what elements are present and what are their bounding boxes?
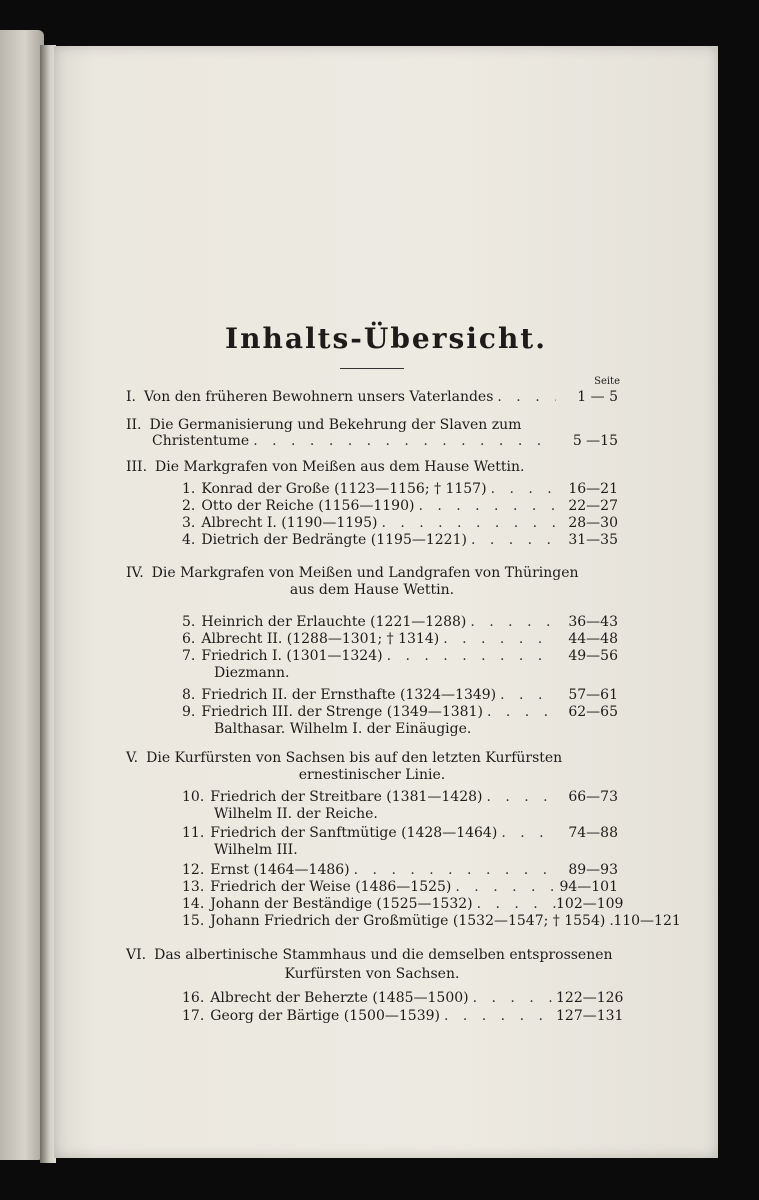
toc-section-5: V. Die Kurfürsten von Sachsen bis auf den letzten Kurfürsten bbox=[126, 750, 563, 766]
toc-section-3: III. Die Markgrafen von Meißen aus dem Hause Wettin. bbox=[126, 459, 525, 475]
toc-entry-6: 6. Albrecht II. (1288—1301; † 1314) . . . 44—48 bbox=[182, 630, 618, 648]
toc-entry-10-note: Wilhelm II. der Reiche. bbox=[214, 806, 378, 822]
toc-entry-11: 11. Friedrich der Sanftmütige (1428—1464) . . . 74—88 bbox=[182, 824, 618, 842]
toc-entry-5: 5. Heinrich der Erlauchte (1221—1288) . . . 36—43 bbox=[182, 613, 618, 631]
toc-section-2: II. Die Germanisierung und Bekehrung der Slaven zum bbox=[126, 417, 522, 433]
toc-section-6: VI. Das albertinische Stammhaus und die demselben entsprossenen bbox=[126, 947, 613, 963]
toc-entry-15: 15. Johann Friedrich der Großmütige (1532—1547; † 1554) . . . 110—121 bbox=[182, 912, 618, 930]
toc-section-4-cont: aus dem Hause Wettin. bbox=[289, 582, 455, 598]
toc-entry-7-note: Diezmann. bbox=[214, 665, 290, 681]
page-title: Inhalts-Übersicht. bbox=[225, 322, 547, 355]
toc-section-4: IV. Die Markgrafen von Meißen und Landgrafen von Thüringen bbox=[126, 565, 579, 581]
toc-entry-8: 8. Friedrich II. der Ernsthafte (1324—1349) . . . 57—61 bbox=[182, 686, 618, 704]
title-rule bbox=[340, 368, 404, 369]
toc-section-6-cont: Kurfürsten von Sachsen. bbox=[284, 966, 460, 982]
toc-entry-10: 10. Friedrich der Streitbare (1381—1428) . . . 66—73 bbox=[182, 788, 618, 806]
toc-entry-1: 1. Konrad der Große (1123—1156; † 1157) . . . 16—21 bbox=[182, 480, 618, 498]
toc-entry-4: 4. Dietrich der Bedrängte (1195—1221) . . . 31—35 bbox=[182, 531, 618, 549]
book-page bbox=[54, 46, 718, 1158]
toc-entry-12: 12. Ernst (1464—1486) . . . 89—93 bbox=[182, 861, 618, 879]
left-page-edge bbox=[0, 30, 44, 1160]
toc-entry-11-note: Wilhelm III. bbox=[214, 842, 298, 858]
toc-entry-7: 7. Friedrich I. (1301—1324) . . . 49—56 bbox=[182, 647, 618, 665]
toc-section-5-cont: ernestinischer Linie. bbox=[298, 767, 446, 783]
toc-section-2-cont: Christentume . . . 5 —15 bbox=[152, 432, 618, 450]
toc-entry-2: 2. Otto der Reiche (1156—1190) . . . 22—27 bbox=[182, 497, 618, 515]
toc-entry-9-note: Balthasar. Wilhelm I. der Einäugige. bbox=[214, 721, 472, 737]
toc-entry-16: 16. Albrecht der Beherzte (1485—1500) . . . 122—126 bbox=[182, 989, 618, 1007]
toc-section-1: I. Von den früheren Bewohnern unsers Vaterlandes . . . 1 — 5 bbox=[126, 388, 618, 406]
toc-entry-13: 13. Friedrich der Weise (1486—1525) . . . 94—101 bbox=[182, 878, 618, 896]
toc-entry-9: 9. Friedrich III. der Strenge (1349—1381) . . . 62—65 bbox=[182, 703, 618, 721]
toc-entry-14: 14. Johann der Beständige (1525—1532) . . . 102—109 bbox=[182, 895, 618, 913]
toc-entry-17: 17. Georg der Bärtige (1500—1539) . . . 127—131 bbox=[182, 1007, 618, 1025]
toc-entry-3: 3. Albrecht I. (1190—1195) . . . 28—30 bbox=[182, 514, 618, 532]
page-column-label: Seite bbox=[594, 376, 620, 387]
